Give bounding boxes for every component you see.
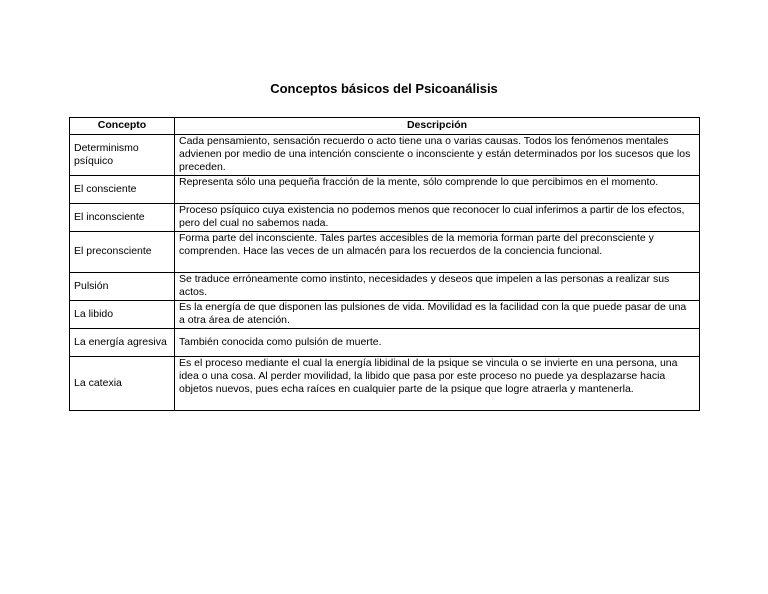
description-cell: También conocida como pulsión de muerte. bbox=[175, 329, 700, 357]
concept-cell: Determinismo psíquico bbox=[70, 135, 175, 176]
description-cell: Es la energía de que disponen las pulsiones de vida. Movilidad es la facilidad con la que puede pasar de una a otra área de atención. bbox=[175, 301, 700, 329]
concept-cell: El inconsciente bbox=[70, 204, 175, 232]
table-row bbox=[70, 232, 700, 273]
description-cell: Proceso psíquico cuya existencia no podemos menos que reconocer lo cual inferimos a partir de los efectos, pero del cual no sabemos nada. bbox=[175, 204, 700, 232]
column-header-concept: Concepto bbox=[70, 118, 175, 135]
table-row bbox=[70, 301, 700, 329]
table-row bbox=[70, 204, 700, 232]
table-row bbox=[70, 329, 700, 357]
description-cell: Es el proceso mediante el cual la energía libidinal de la psique se vincula o se invierte en una persona, una idea o una cosa. Al perder movilidad, la libido que pasa por este proceso no puede ya desplazarse hacia objetos nuevos, pues echa raíces en cualquier parte de la psique que logre atraerla y mantenerla. bbox=[175, 357, 700, 411]
description-cell: Se traduce erróneamente como instinto, necesidades y deseos que impelen a las personas a realizar sus actos. bbox=[175, 273, 700, 301]
table-header-row bbox=[70, 118, 700, 135]
table-row bbox=[70, 273, 700, 301]
concept-cell: El consciente bbox=[70, 176, 175, 204]
concept-cell: La libido bbox=[70, 301, 175, 329]
table-row bbox=[70, 176, 700, 204]
table-row bbox=[70, 357, 700, 411]
concepts-table bbox=[69, 117, 700, 411]
concept-cell: Pulsión bbox=[70, 273, 175, 301]
description-cell: Cada pensamiento, sensación recuerdo o acto tiene una o varias causas. Todos los fenómenos mentales advienen por medio de una intención consciente o inconsciente y están determinados por los sucesos que los preceden. bbox=[175, 135, 700, 176]
table-row bbox=[70, 135, 700, 176]
description-cell: Forma parte del inconsciente. Tales partes accesibles de la memoria forman parte del preconsciente y comprenden. Hace las veces de un almacén para los recuerdos de la conciencia funcional. bbox=[175, 232, 700, 273]
description-cell: Representa sólo una pequeña fracción de la mente, sólo comprende lo que percibimos en el momento. bbox=[175, 176, 700, 204]
concept-cell: La catexia bbox=[70, 357, 175, 411]
concept-cell: La energía agresiva bbox=[70, 329, 175, 357]
column-header-description: Descripción bbox=[175, 118, 700, 135]
concept-cell: El preconsciente bbox=[70, 232, 175, 273]
page-title: Conceptos básicos del Psicoanálisis bbox=[270, 81, 498, 96]
